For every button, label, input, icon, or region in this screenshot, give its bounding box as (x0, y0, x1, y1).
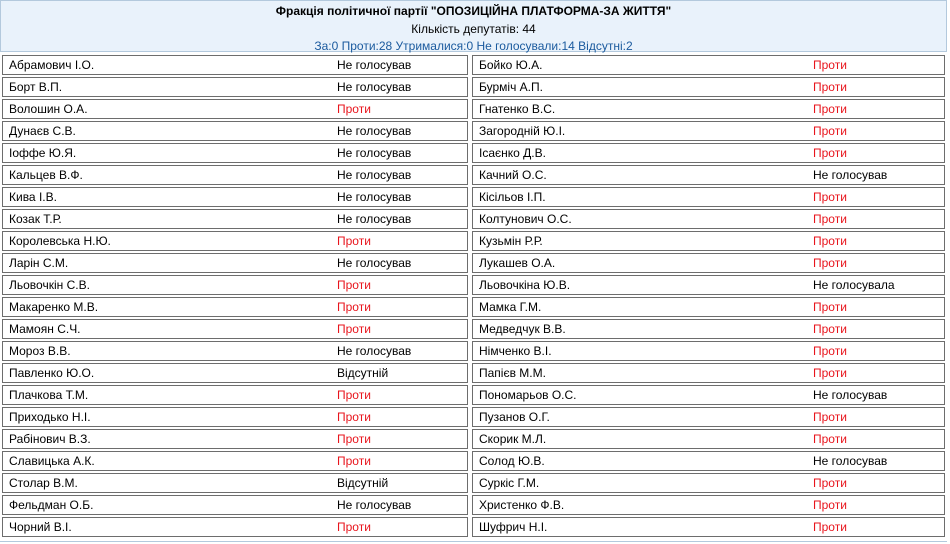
deputy-vote: Проти (813, 476, 847, 490)
deputy-row (2, 385, 468, 405)
deputy-row (2, 187, 468, 207)
deputy-row (2, 275, 468, 295)
deputy-name: Скорик М.Л. (479, 432, 547, 446)
deputy-row (2, 209, 468, 229)
deputy-name: Козак Т.Р. (9, 212, 62, 226)
deputy-row (472, 187, 945, 207)
deputy-row (472, 319, 945, 339)
deputy-name: Чорний В.І. (9, 520, 72, 534)
deputy-name: Лукашев О.А. (479, 256, 556, 270)
deputy-name: Суркіс Г.М. (479, 476, 540, 490)
deputy-row (2, 451, 468, 471)
deputy-vote: Відсутній (337, 476, 389, 490)
deputy-vote: Не голосував (337, 80, 412, 94)
deputy-row (2, 517, 468, 537)
deputy-row (2, 55, 468, 75)
deputy-vote: Проти (813, 80, 847, 94)
deputy-vote: Не голосував (337, 344, 412, 358)
vote-summary: За:0 Проти:28 Утрималися:0 Не голосували:14 Відсутні:2 (314, 39, 633, 53)
deputy-vote: Проти (813, 432, 847, 446)
deputy-vote: Проти (813, 410, 847, 424)
deputy-row (472, 253, 945, 273)
deputy-row (2, 121, 468, 141)
deputy-name: Льовочкіна Ю.В. (479, 278, 571, 292)
deputy-vote: Не голосувала (813, 278, 895, 292)
deputy-name: Славицька А.К. (9, 454, 95, 468)
deputy-vote: Проти (337, 234, 371, 248)
deputy-row (2, 165, 468, 185)
deputy-vote: Проти (337, 278, 371, 292)
deputy-row (472, 231, 945, 251)
deputy-vote: Не голосував (337, 256, 412, 270)
deputy-name: Німченко В.І. (479, 344, 552, 358)
deputy-name: Кузьмін Р.Р. (479, 234, 543, 248)
deputy-vote: Проти (813, 234, 847, 248)
deputy-name: Медведчук В.В. (479, 322, 566, 336)
deputy-name: Кісільов І.П. (479, 190, 546, 204)
deputy-vote: Проти (813, 124, 847, 138)
deputy-name: Столар В.М. (9, 476, 78, 490)
deputy-row (2, 99, 468, 119)
deputy-name: Папієв М.М. (479, 366, 546, 380)
deputy-row (472, 517, 945, 537)
deputy-row (2, 297, 468, 317)
deputy-name: Плачкова Т.М. (9, 388, 89, 402)
deputy-row (472, 363, 945, 383)
deputy-row (472, 77, 945, 97)
deputy-vote: Проти (813, 366, 847, 380)
deputy-vote: Не голосував (813, 388, 888, 402)
deputy-name: Приходько Н.І. (9, 410, 91, 424)
deputy-name: Павленко Ю.О. (9, 366, 95, 380)
deputy-name: Дунаєв С.В. (9, 124, 76, 138)
deputy-row (2, 495, 468, 515)
deputy-vote: Проти (813, 300, 847, 314)
deputy-vote: Не голосував (337, 124, 412, 138)
deputy-row (472, 209, 945, 229)
deputy-row (472, 429, 945, 449)
deputy-row (472, 495, 945, 515)
deputy-name: Фельдман О.Б. (9, 498, 94, 512)
deputies-column-left (2, 55, 468, 539)
deputy-vote: Не голосував (337, 146, 412, 160)
deputy-row (2, 253, 468, 273)
deputy-name: Мамоян С.Ч. (9, 322, 81, 336)
deputy-row (472, 165, 945, 185)
deputy-row (2, 143, 468, 163)
faction-header (0, 0, 947, 52)
deputy-name: Іоффе Ю.Я. (9, 146, 77, 160)
deputies-count: Кількість депутатів: 44 (411, 22, 536, 36)
deputy-row (2, 77, 468, 97)
deputy-vote: Не голосував (813, 454, 888, 468)
deputy-vote: Проти (813, 102, 847, 116)
deputy-row (472, 143, 945, 163)
deputy-row (472, 385, 945, 405)
deputy-name: Волошин О.А. (9, 102, 88, 116)
deputy-row (472, 451, 945, 471)
deputy-row (472, 473, 945, 493)
deputy-vote: Не голосував (337, 190, 412, 204)
deputy-row (2, 429, 468, 449)
deputy-vote: Проти (813, 190, 847, 204)
deputy-vote: Проти (813, 322, 847, 336)
deputy-vote: Проти (813, 498, 847, 512)
deputy-name: Шуфрич Н.І. (479, 520, 548, 534)
deputy-name: Гнатенко В.С. (479, 102, 556, 116)
deputy-vote: Проти (813, 256, 847, 270)
faction-title: Фракція політичної партії "ОПОЗИЦІЙНА ПЛАТФОРМА-ЗА ЖИТТЯ" (275, 4, 672, 18)
deputy-vote: Проти (337, 520, 371, 534)
deputy-vote: Проти (337, 102, 371, 116)
deputy-row (472, 407, 945, 427)
deputy-row (2, 341, 468, 361)
deputy-vote: Проти (813, 344, 847, 358)
deputy-vote: Проти (813, 146, 847, 160)
deputy-name: Кива І.В. (9, 190, 57, 204)
deputy-row (472, 121, 945, 141)
deputy-vote: Не голосував (337, 168, 412, 182)
deputy-row (2, 473, 468, 493)
bottom-divider (0, 541, 947, 542)
deputy-name: Льовочкін С.В. (9, 278, 90, 292)
deputy-name: Рабінович В.З. (9, 432, 91, 446)
deputy-vote: Не голосував (337, 498, 412, 512)
deputy-row (472, 297, 945, 317)
deputy-name: Пономарьов О.С. (479, 388, 577, 402)
deputy-row (2, 231, 468, 251)
deputy-name: Макаренко М.В. (9, 300, 99, 314)
deputy-row (472, 275, 945, 295)
deputy-name: Загородній Ю.І. (479, 124, 566, 138)
deputy-name: Пузанов О.Г. (479, 410, 550, 424)
deputy-vote: Не голосував (813, 168, 888, 182)
deputy-name: Бойко Ю.А. (479, 58, 543, 72)
deputy-name: Качний О.С. (479, 168, 547, 182)
deputy-row (472, 99, 945, 119)
deputy-name: Христенко Ф.В. (479, 498, 565, 512)
deputy-vote: Не голосував (337, 58, 412, 72)
deputy-vote: Проти (813, 58, 847, 72)
deputy-name: Солод Ю.В. (479, 454, 545, 468)
deputy-name: Кальцев В.Ф. (9, 168, 83, 182)
deputy-row (2, 407, 468, 427)
deputy-vote: Проти (337, 322, 371, 336)
deputy-vote: Проти (337, 300, 371, 314)
deputy-row (472, 341, 945, 361)
deputy-vote: Проти (813, 212, 847, 226)
deputy-name: Мамка Г.М. (479, 300, 542, 314)
deputy-vote: Не голосував (337, 212, 412, 226)
deputy-name: Ларін С.М. (9, 256, 69, 270)
deputy-row (2, 363, 468, 383)
deputy-vote: Відсутній (337, 366, 389, 380)
deputy-row (472, 55, 945, 75)
deputy-row (2, 319, 468, 339)
deputy-vote: Проти (337, 432, 371, 446)
deputy-vote: Проти (337, 410, 371, 424)
deputy-name: Ісаєнко Д.В. (479, 146, 546, 160)
deputy-vote: Проти (337, 388, 371, 402)
deputy-name: Колтунович О.С. (479, 212, 572, 226)
deputies-column-right (472, 55, 945, 539)
deputy-vote: Проти (337, 454, 371, 468)
deputy-name: Борт В.П. (9, 80, 63, 94)
deputy-name: Бурміч А.П. (479, 80, 543, 94)
deputy-name: Королевська Н.Ю. (9, 234, 111, 248)
deputy-name: Мороз В.В. (9, 344, 71, 358)
deputy-vote: Проти (813, 520, 847, 534)
deputy-name: Абрамович І.О. (9, 58, 95, 72)
